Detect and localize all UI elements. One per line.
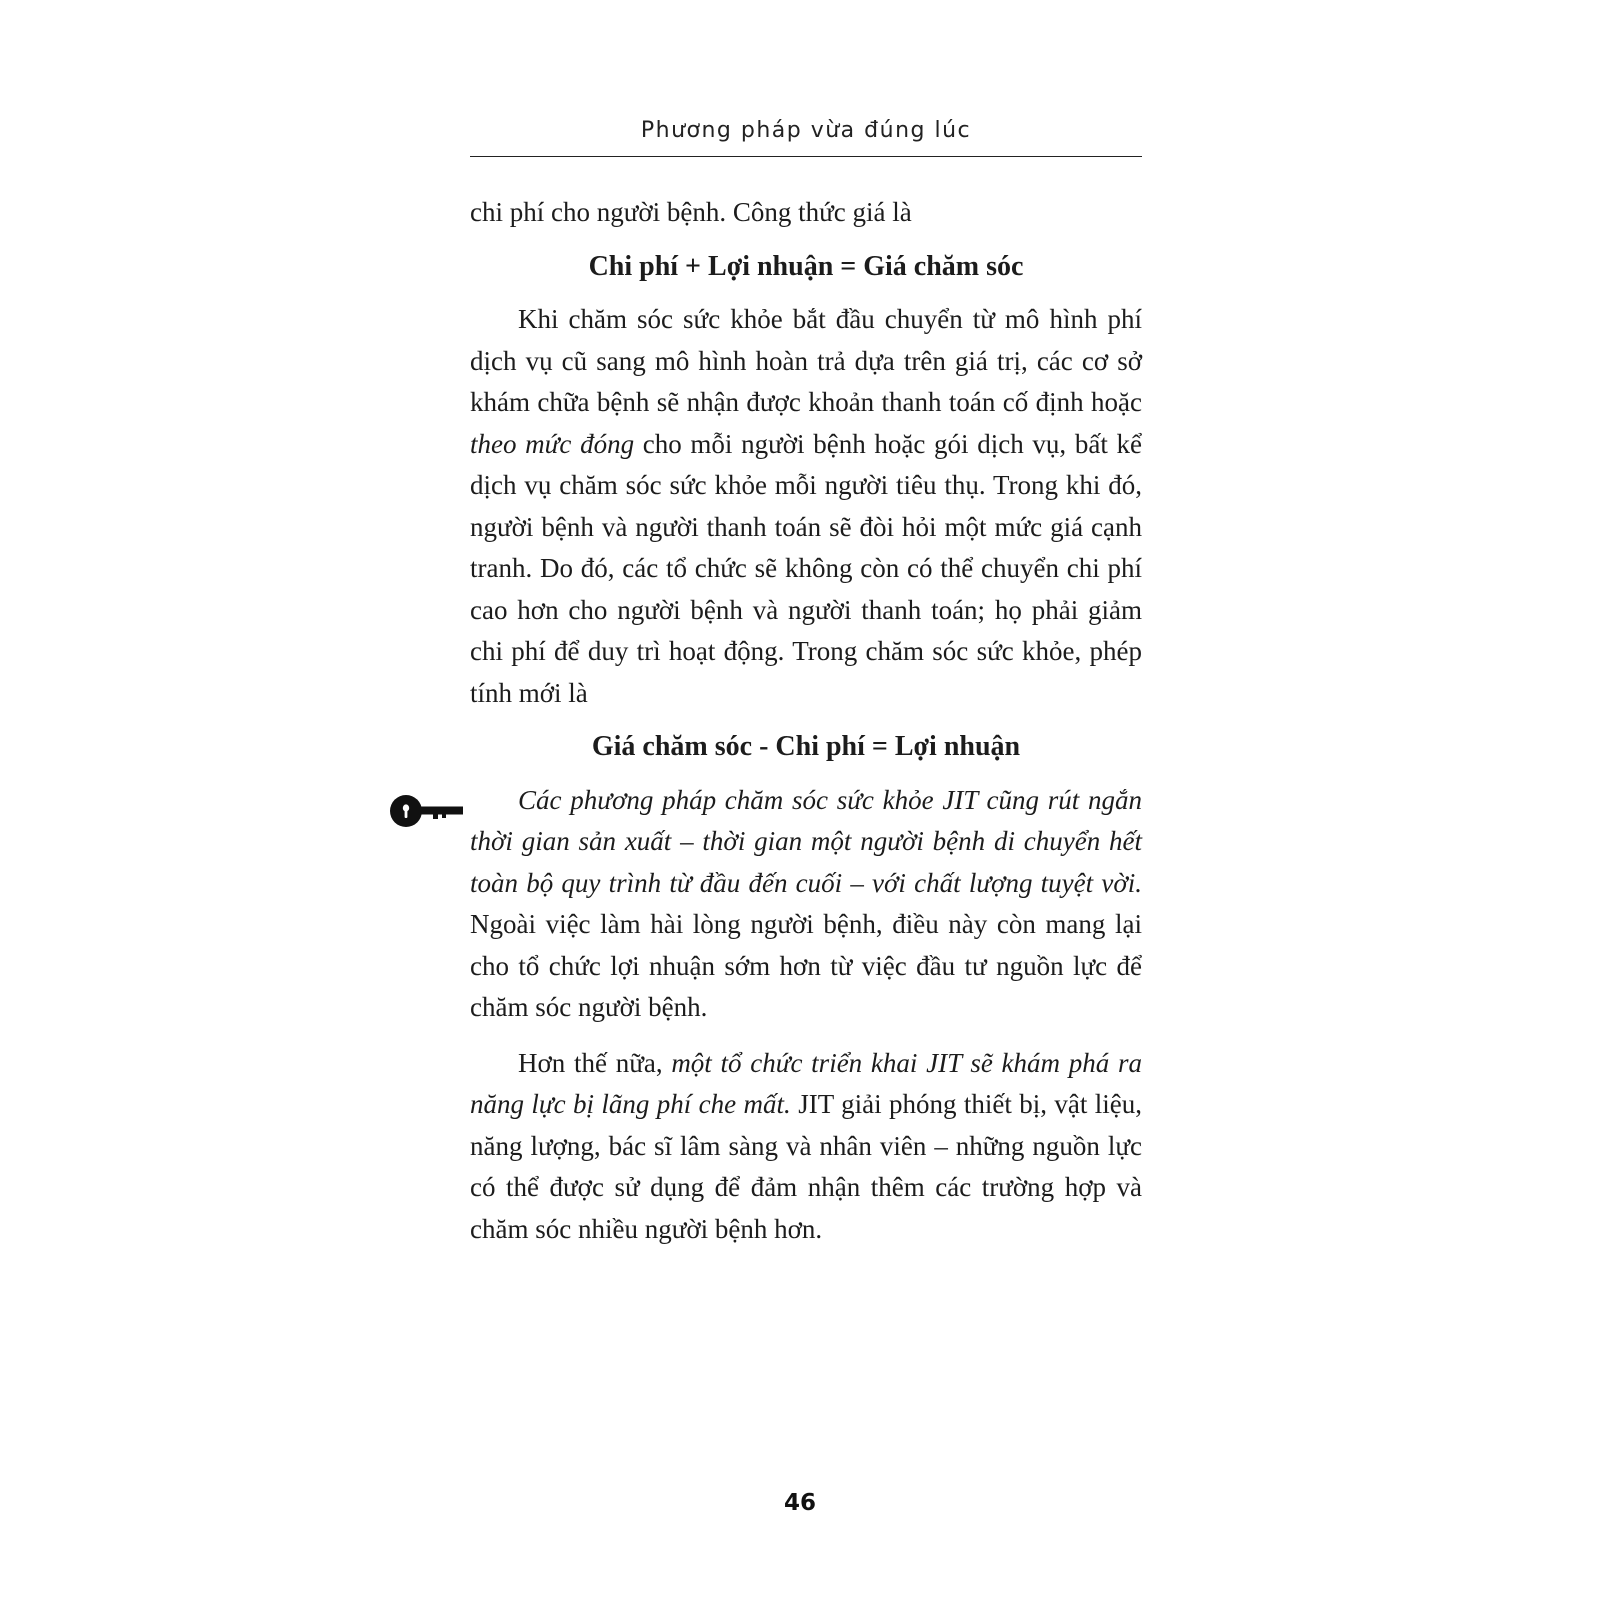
paragraph-3-part-b: Ngoài việc làm hài lòng người bệnh, điều này còn mang lại cho tổ chức lợi nhuận sớm hơn từ việc đầu tư nguồn lực để chăm sóc người bệnh.: [470, 909, 1142, 1022]
paragraph-4: [470, 1043, 1142, 1251]
key-icon: [389, 794, 465, 828]
header-rule: [470, 156, 1142, 157]
paragraph-3-emphasis: Các phương pháp chăm sóc sức khỏe JIT cũng rút ngắn thời gian sản xuất – thời gian một người bệnh di chuyển hết toàn bộ quy trình từ đầu đến cuối – với chất lượng tuyệt vời.: [470, 784, 1142, 898]
paragraph-4-part-a: Hơn thế nữa,: [518, 1047, 672, 1078]
paragraph-2-emphasis: theo mức đóng: [470, 428, 635, 459]
paragraph-2: [470, 299, 1142, 714]
paragraph-4-part-b: JIT giải phóng thiết bị, vật liệu, năng lượng, bác sĩ lâm sàng và nhân viên – những nguồn lực có thể được sử dụng để đảm nhận thêm các trường hợp và chăm sóc nhiều người bệnh hơn.: [470, 1089, 1143, 1244]
formula-profit: Giá chăm sóc - Chi phí = Lợi nhuận: [591, 731, 1021, 762]
running-header: Phương pháp vừa đúng lúc: [640, 118, 972, 143]
page-number: 46: [783, 1490, 816, 1516]
formula-price: Chi phí + Lợi nhuận = Giá chăm sóc: [588, 250, 1024, 282]
paragraph-3-key-point: [470, 780, 1142, 1029]
paragraph-4-emphasis: một tổ chức triển khai JIT sẽ khám phá ra năng lực bị lãng phí che mất.: [470, 1047, 1142, 1119]
paragraph-2-part-a: Khi chăm sóc sức khỏe bắt đầu chuyển từ mô hình phí dịch vụ cũ sang mô hình hoàn trả dựa trên giá trị, các cơ sở khám chữa bệnh sẽ nhận được khoản thanh toán cố định hoặc: [470, 304, 1142, 417]
paragraph-1: chi phí cho người bệnh. Công thức giá là: [470, 197, 912, 227]
body-text: [470, 192, 1142, 1250]
paragraph-2-part-b: cho mỗi người bệnh hoặc gói dịch vụ, bất kể dịch vụ chăm sóc sức khỏe mỗi người tiêu thụ. Trong khi đó, người bệnh và người thanh toán sẽ đòi hỏi một mức giá cạnh tranh. Do đó, các tổ chức sẽ không còn có thể chuyển chi phí cao hơn cho người bệnh và người thanh toán; họ phải giảm chi phí để duy trì hoạt động. Trong chăm sóc sức khỏe, phép tính mới là: [470, 428, 1142, 708]
